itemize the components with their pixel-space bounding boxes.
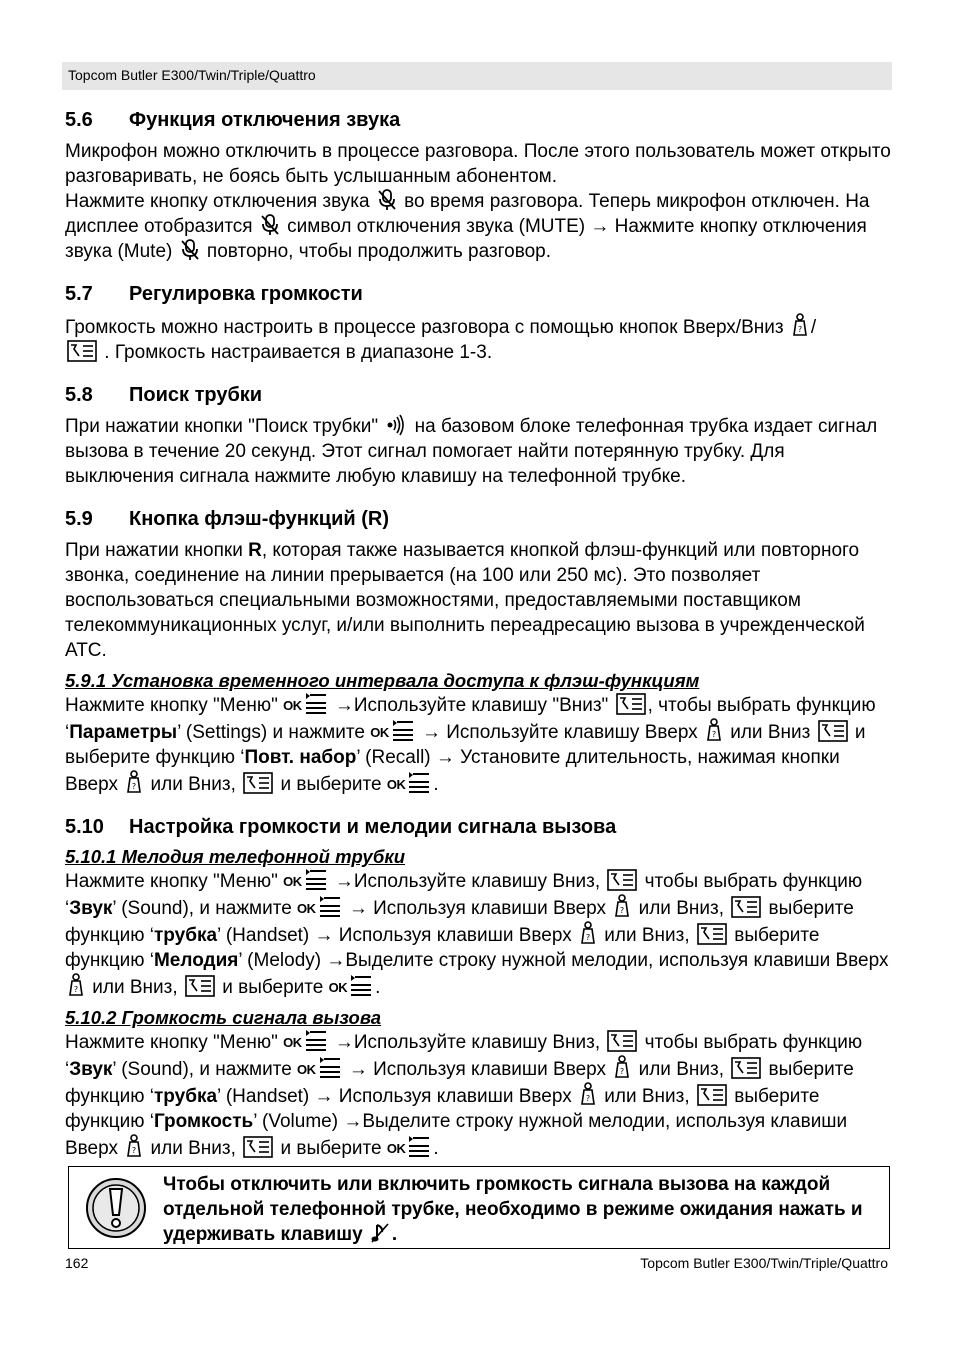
paragraph-text: во время разговора. Теперь микрофон отключен. На дисплее отобразится	[65, 191, 870, 237]
paragraph-text: ’ (Sound), и нажмите	[112, 898, 292, 919]
down-key-icon	[67, 340, 97, 362]
paragraph-text: выберите функцию ‘	[65, 925, 820, 971]
down-key-icon	[607, 1030, 637, 1052]
ok-menu-icon	[407, 1136, 431, 1158]
bold-text: трубка	[153, 1086, 218, 1107]
up-key-icon	[579, 921, 597, 945]
ok-menu-icon	[318, 896, 342, 918]
up-key-icon	[579, 1082, 597, 1106]
paragraph-text: → Используя клавиши Вверх	[348, 898, 607, 919]
paragraph-text: /	[810, 317, 817, 338]
subsection-5-9-1-heading: 5.9.1 Установка временного интервала доступа к флэш-функциям	[65, 670, 700, 691]
paragraph-text: или Вниз,	[638, 1059, 724, 1080]
section-5-9-heading	[65, 507, 893, 531]
paragraph-text: →Используйте клавишу "Вниз"	[334, 695, 609, 716]
exclamation-icon	[85, 1177, 147, 1239]
bold-text: Звук	[69, 898, 113, 919]
up-key-icon	[613, 1055, 631, 1079]
note-text	[163, 1172, 883, 1247]
paragraph-text: Громкость можно настроить в процессе разговора с помощью кнопок Вверх/Вниз	[65, 317, 784, 338]
paragraph-text: на базовом блоке телефонная трубка издает сигнал вызова в течение 20 секунд. Этот сигнал помогает найти потерянную трубку. Для выключения сигнала нажмите любую клавишу на телефонной трубке.	[65, 416, 878, 487]
paragraph-text: выберите функцию ‘	[65, 1086, 820, 1132]
paragraph-text: ’ (Settings) и нажмите	[177, 722, 365, 743]
ok-menu-icon	[318, 1057, 342, 1079]
paragraph-text: Нажмите кнопку "Меню"	[65, 695, 278, 716]
paragraph-text: ’ (Recall) → Установите длительность, нажимая кнопки Вверх	[65, 747, 840, 795]
section-5-9-text	[65, 538, 893, 663]
note-body: Чтобы отключить или включить громкость сигнала вызова на каждой отдельной телефонной трубке, необходимо в режиме ожидания нажать и удерживать клавишу	[163, 1174, 863, 1245]
down-key-icon	[818, 720, 848, 742]
page-header	[62, 62, 892, 90]
paragraph-text: . Громкость настраивается в диапазоне 1-3.	[104, 342, 493, 363]
note-box	[68, 1166, 890, 1249]
paragraph-text: или Вниз	[730, 722, 811, 743]
down-key-icon	[243, 772, 273, 794]
page-number: 162	[65, 1255, 89, 1271]
up-key-icon	[125, 770, 143, 794]
paragraph-text: , которая также называется кнопкой флэш-функций или повторного звонка, соединение на линии прерывается (на 100 или 250 мс). Это позволяет воспользоваться специальными возможностями, предоставляемыми поставщиком телекоммуникационных услуг, и/или выполнить переадресацию вызова в учрежденческой АТС.	[65, 540, 865, 661]
paragraph-text: Нажмите кнопку отключения звука	[65, 191, 370, 212]
paragraph-text: выберите функцию ‘	[65, 1059, 854, 1107]
section-title: Регулировка громкости	[129, 283, 363, 305]
paging-icon	[385, 414, 407, 436]
paragraph-text: выберите функцию ‘	[65, 898, 854, 946]
paragraph-text: ’ (Handset) → Используя клавиши Вверх	[217, 925, 572, 946]
paragraph-text: или Вниз,	[150, 774, 236, 795]
paragraph-text: ’ (Sound), и нажмите	[112, 1059, 292, 1080]
bold-text: R	[248, 540, 262, 561]
paragraph-text: Нажмите кнопку "Меню"	[65, 1032, 278, 1053]
section-5-6-heading	[65, 108, 893, 132]
paragraph-text: и выберите	[222, 977, 324, 998]
up-key-icon	[791, 313, 809, 337]
paragraph-text: и выберите	[280, 1138, 382, 1159]
paragraph-text: .	[433, 774, 439, 795]
down-key-icon	[697, 1084, 727, 1106]
paragraph-text: ’ (Melody) →Выделите строку нужной мелодии, используя клавиши Вверх	[238, 950, 889, 971]
footer-title: Topcom Butler E300/Twin/Triple/Quattro	[640, 1255, 888, 1271]
ok-label: OK	[297, 1062, 316, 1077]
header-title: Topcom Butler E300/Twin/Triple/Quattro	[68, 67, 316, 83]
bold-text: Мелодия	[153, 950, 239, 971]
ok-label: OK	[386, 1141, 406, 1156]
bold-text: Звук	[69, 1059, 113, 1080]
section-5-7-heading	[65, 282, 893, 306]
bold-text: Повт. набор	[244, 747, 357, 768]
section-title: Функция отключения звука	[129, 109, 401, 131]
section-title: Поиск трубки	[129, 384, 263, 406]
mute-icon	[180, 239, 200, 261]
page-content	[65, 100, 893, 1161]
down-key-icon	[731, 896, 761, 918]
up-key-icon	[613, 894, 631, 918]
paragraph-text: Нажмите кнопку "Меню"	[65, 871, 278, 892]
subsection-5-9-1-text	[65, 693, 893, 797]
down-key-icon	[697, 923, 727, 945]
ok-menu-icon	[304, 693, 328, 715]
down-key-icon	[243, 1136, 273, 1158]
down-key-icon	[731, 1057, 761, 1079]
paragraph-text: или Вниз,	[92, 977, 178, 998]
up-key-icon	[67, 973, 85, 997]
ok-label: OK	[328, 980, 348, 995]
paragraph-text: , чтобы выбрать функцию ‘	[65, 695, 876, 743]
section-number: 5.6	[65, 109, 93, 131]
ok-label: OK	[283, 1035, 302, 1050]
note-end: .	[391, 1224, 398, 1245]
section-title: Кнопка флэш-функций (R)	[129, 508, 390, 530]
paragraph-text: символ отключения звука (MUTE) → Нажмите кнопку отключения звука (Mute)	[65, 216, 867, 262]
paragraph-text: .	[433, 1138, 439, 1159]
subsection-5-10-1-text	[65, 869, 893, 1000]
paragraph-text: →Используйте клавишу Вниз,	[334, 871, 601, 892]
bold-text: трубка	[153, 925, 218, 946]
paragraph-text: → Используя клавиши Вверх	[348, 1059, 607, 1080]
ok-menu-icon	[304, 869, 328, 891]
mute-icon	[377, 189, 397, 211]
section-5-8-text	[65, 414, 893, 489]
section-number: 5.10	[65, 816, 104, 838]
paragraph-text: или Вниз,	[150, 1138, 236, 1159]
section-5-10-heading	[65, 815, 893, 839]
down-key-icon	[185, 975, 215, 997]
ok-label: OK	[370, 725, 389, 740]
down-key-icon	[616, 693, 646, 715]
paragraph-text: и выберите	[280, 774, 382, 795]
paragraph-text: →Используйте клавишу Вниз,	[334, 1032, 601, 1053]
ok-label: OK	[297, 901, 316, 916]
paragraph-text: повторно, чтобы продолжить разговор.	[206, 241, 551, 262]
section-number: 5.7	[65, 283, 93, 305]
ok-label: OK	[283, 698, 302, 713]
section-5-7-text	[65, 313, 893, 365]
bold-text: Громкость	[153, 1111, 254, 1132]
paragraph-text: При нажатии кнопки	[65, 540, 249, 561]
paragraph-text: .	[375, 977, 381, 998]
section-title: Настройка громкости и мелодии сигнала вызова	[129, 816, 617, 838]
section-5-6-text	[65, 139, 893, 264]
paragraph-text: Микрофон можно отключить в процессе разговора. После этого пользователь может открыто разговаривать, не боясь быть услышанным абонентом.	[65, 141, 891, 187]
up-key-icon	[125, 1134, 143, 1158]
ok-label: OK	[283, 874, 302, 889]
paragraph-text: ’ (Volume) →Выделите строку нужной мелодии, используя клавиши Вверх	[65, 1111, 848, 1159]
down-key-icon	[607, 869, 637, 891]
subsection-5-10-2-text	[65, 1030, 893, 1161]
ok-menu-icon	[304, 1030, 328, 1052]
subsection-5-10-2-heading: 5.10.2 Громкость сигнала вызова	[65, 1007, 382, 1028]
paragraph-text: → Используйте клавишу Вверх	[421, 722, 698, 743]
bold-text: Параметры	[69, 722, 178, 743]
ringer-off-icon	[370, 1222, 390, 1244]
ok-menu-icon	[349, 975, 373, 997]
paragraph-text: или Вниз,	[604, 925, 690, 946]
paragraph-text: или Вниз,	[638, 898, 724, 919]
paragraph-text: ’ (Handset) → Используя клавиши Вверх	[217, 1086, 572, 1107]
paragraph-text: При нажатии кнопки "Поиск трубки"	[65, 416, 379, 437]
paragraph-text: и выберите функцию ‘	[65, 722, 866, 768]
section-5-8-heading	[65, 383, 893, 407]
ok-menu-icon	[391, 720, 415, 742]
section-number: 5.8	[65, 384, 93, 406]
section-number: 5.9	[65, 508, 93, 530]
ok-label: OK	[386, 777, 406, 792]
subsection-5-10-1-heading: 5.10.1 Мелодия телефонной трубки	[65, 846, 406, 867]
mute-icon	[260, 214, 280, 236]
ok-menu-icon	[407, 772, 431, 794]
up-key-icon	[705, 718, 723, 742]
paragraph-text: чтобы выбрать функцию ‘	[65, 871, 863, 919]
paragraph-text: чтобы выбрать функцию ‘	[65, 1032, 863, 1080]
paragraph-text: или Вниз,	[604, 1086, 690, 1107]
